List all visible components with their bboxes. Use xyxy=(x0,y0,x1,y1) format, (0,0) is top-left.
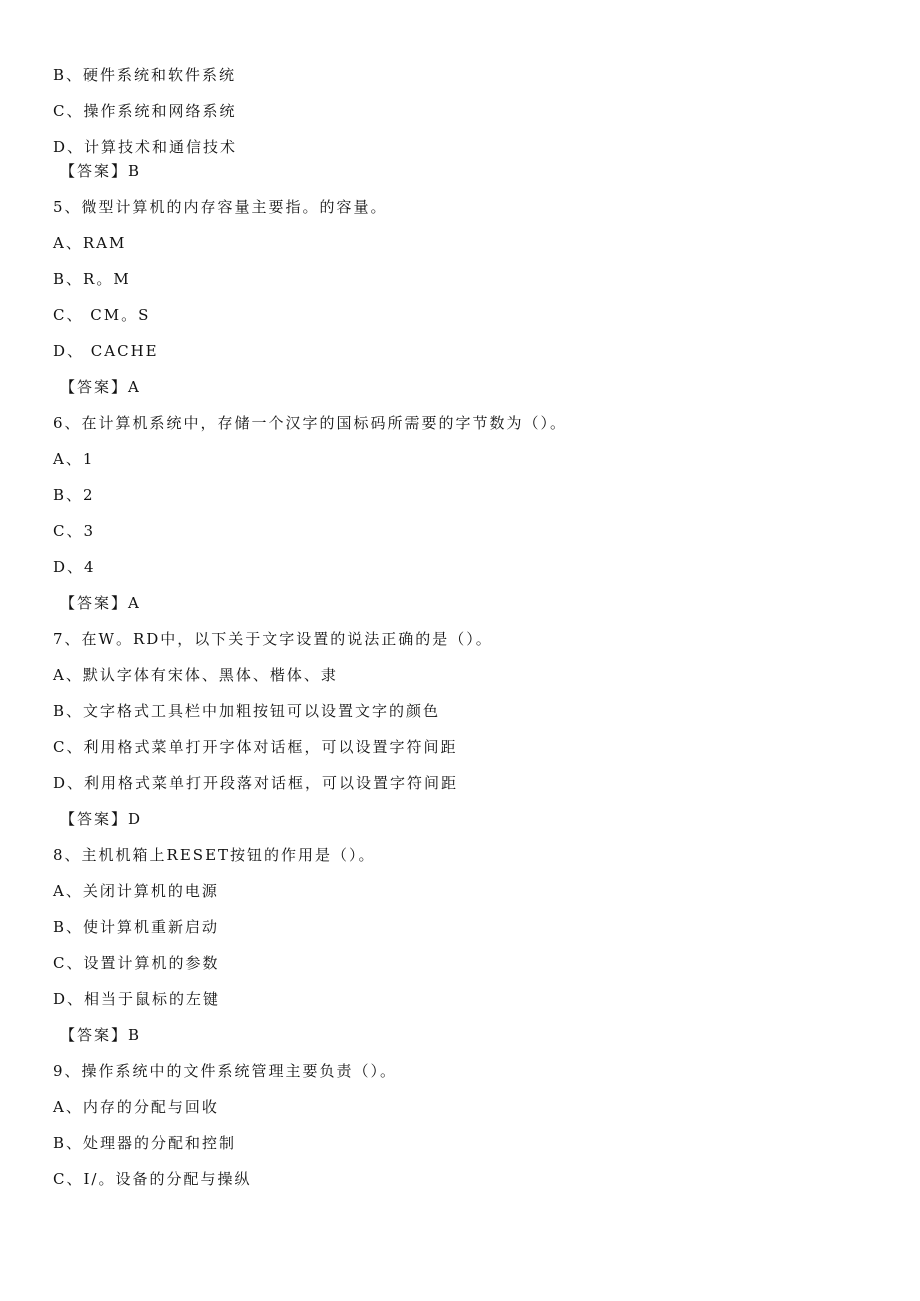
option-line: B、使计算机重新启动 xyxy=(53,918,220,936)
option-line: B、硬件系统和软件系统 xyxy=(53,66,237,84)
option-line: A、RAM xyxy=(53,234,127,252)
option-line: B、处理器的分配和控制 xyxy=(53,1134,237,1152)
answer-line: 【答案】A xyxy=(60,594,141,612)
option-line: C、利用格式菜单打开字体对话框，可以设置字符间距 xyxy=(53,738,458,756)
option-line: D、4 xyxy=(53,558,96,576)
option-line: C、 CM。S xyxy=(53,306,151,324)
question-line: 7、在W。RD中，以下关于文字设置的说法正确的是（）。 xyxy=(53,630,493,648)
option-line: B、文字格式工具栏中加粗按钮可以设置文字的颜色 xyxy=(53,702,441,720)
answer-line: 【答案】B xyxy=(60,162,142,180)
option-line: D、计算技术和通信技术 xyxy=(53,138,238,156)
option-line: A、1 xyxy=(53,450,95,468)
option-line: D、 CACHE xyxy=(53,342,159,360)
question-line: 5、微型计算机的内存容量主要指。的容量。 xyxy=(53,198,388,216)
option-line: B、2 xyxy=(53,486,95,504)
option-line: A、内存的分配与回收 xyxy=(53,1098,219,1116)
option-line: C、I/。设备的分配与操纵 xyxy=(53,1170,252,1188)
option-line: B、R。M xyxy=(53,270,131,288)
answer-line: 【答案】A xyxy=(60,378,141,396)
option-line: C、操作系统和网络系统 xyxy=(53,102,237,120)
option-line: D、相当于鼠标的左键 xyxy=(53,990,221,1008)
question-line: 6、在计算机系统中，存储一个汉字的国标码所需要的字节数为（）。 xyxy=(53,414,568,432)
option-line: A、默认字体有宋体、黑体、楷体、隶 xyxy=(53,666,338,684)
answer-line: 【答案】D xyxy=(60,810,143,828)
question-line: 8、主机机箱上RESET按钮的作用是（）。 xyxy=(53,846,376,864)
answer-line: 【答案】B xyxy=(60,1026,142,1044)
option-line: D、利用格式菜单打开段落对话框，可以设置字符间距 xyxy=(53,774,459,792)
option-line: A、关闭计算机的电源 xyxy=(53,882,219,900)
option-line: C、设置计算机的参数 xyxy=(53,954,220,972)
option-line: C、3 xyxy=(53,522,96,540)
question-line: 9、操作系统中的文件系统管理主要负责（）。 xyxy=(53,1062,398,1080)
